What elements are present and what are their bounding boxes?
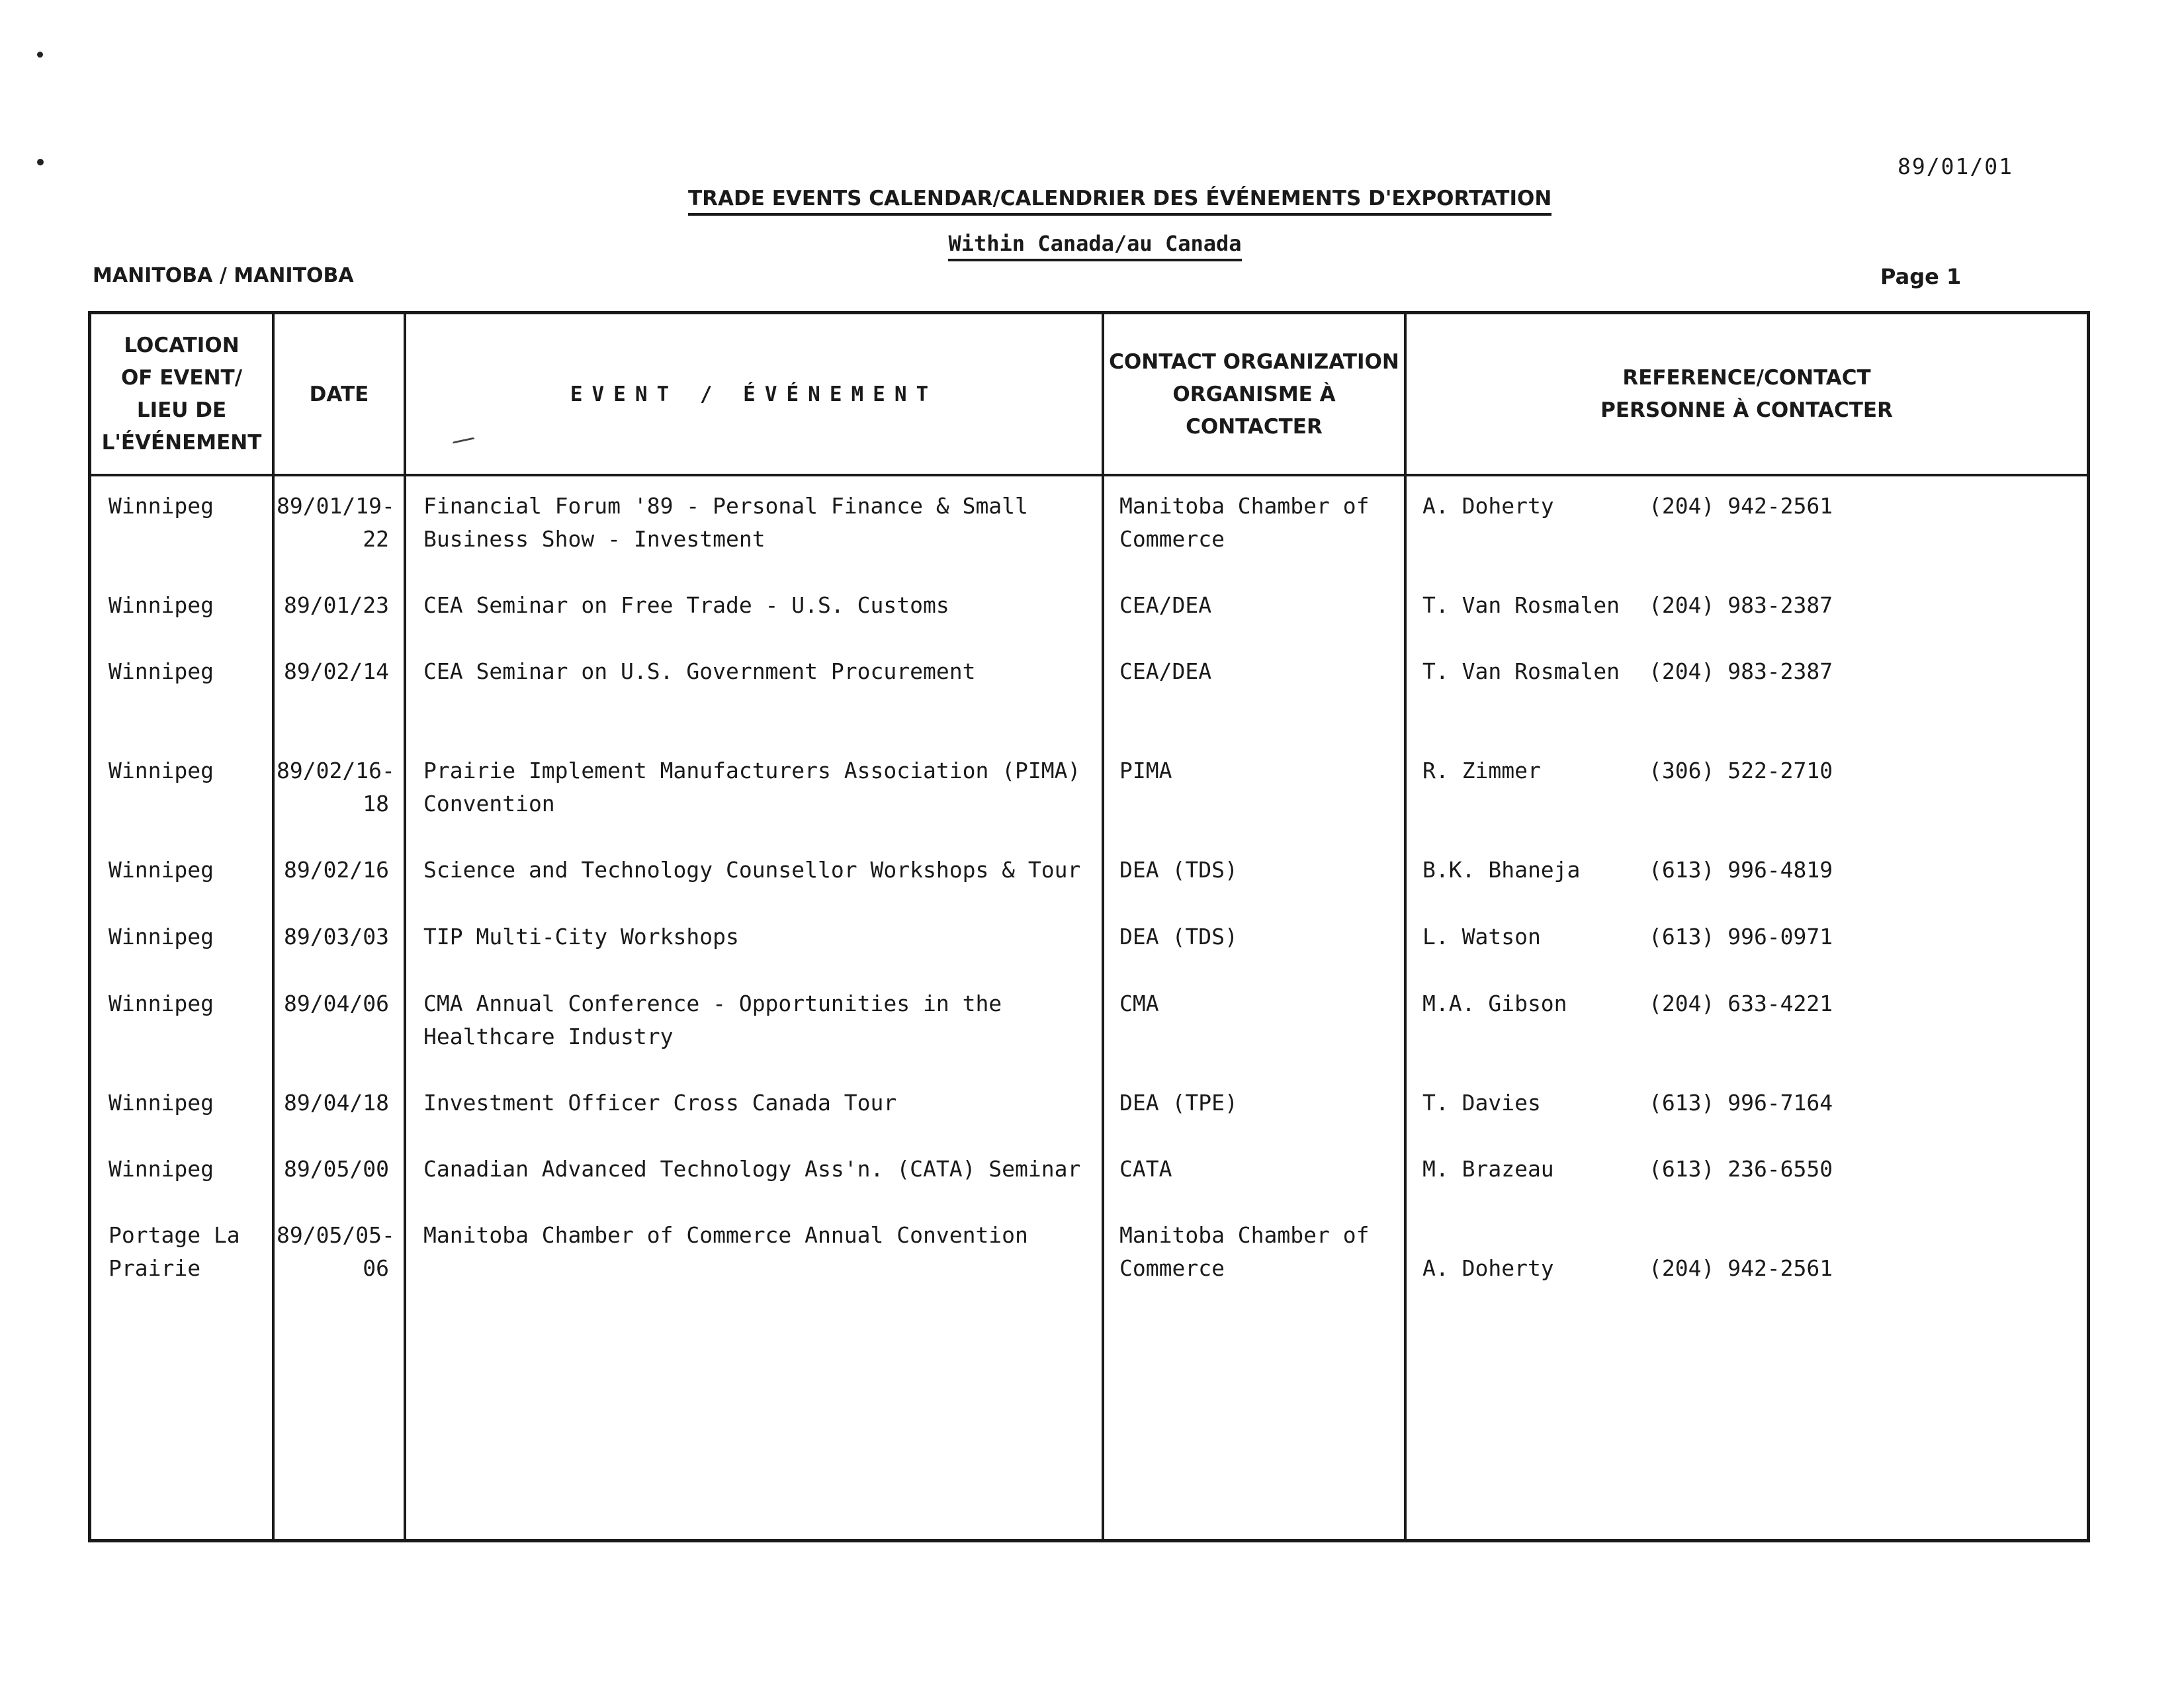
cell-contact-phone: (306) 522-2710 [1649, 758, 1833, 783]
cell-contact-phone: (204) 983-2387 [1649, 592, 1833, 618]
cell-contact-phone: (613) 996-4819 [1649, 857, 1833, 883]
column-divider [1404, 311, 1407, 1542]
cell-organization: CATA [1119, 1156, 1172, 1182]
document-date: 89/01/01 [1898, 154, 2013, 179]
cell-contact-phone: (204) 983-2387 [1649, 658, 1833, 684]
cell-location: Winnipeg [109, 758, 214, 783]
cell-date: 89/01/23 [284, 592, 389, 618]
cell-contact-phone: (613) 996-7164 [1649, 1090, 1833, 1116]
cell-event: Investment Officer Cross Canada Tour [423, 1090, 897, 1116]
cell-date: 89/04/06 [284, 991, 389, 1016]
cell-organization: CEA/DEA [1119, 592, 1212, 618]
column-header-event: EVENT / ÉVÉNEMENT [570, 382, 938, 406]
column-header-organization: CONTACT ORGANIZATION ORGANISME À CONTACTER [1109, 349, 1399, 439]
cell-contact-name: A. Doherty [1422, 1255, 1554, 1281]
column-header-date: DATE [309, 382, 369, 406]
cell-organization: PIMA [1119, 758, 1172, 783]
document-title-text: TRADE EVENTS CALENDAR/CALENDRIER DES ÉVÉNEMENTS D'EXPORTATION [688, 187, 1551, 216]
cell-date: 89/02/14 [284, 658, 389, 684]
cell-date: 89/01/19- 22 [277, 493, 395, 552]
cell-location: Winnipeg [109, 493, 214, 519]
cell-date: 89/02/16 [284, 857, 389, 883]
cell-organization: Manitoba Chamber of Commerce [1119, 1222, 1370, 1281]
cell-event: CEA Seminar on Free Trade - U.S. Customs [423, 592, 949, 618]
cell-event: Financial Forum '89 - Personal Finance & Small Business Show - Investment [423, 493, 1028, 552]
cell-contact-name: R. Zimmer [1422, 758, 1541, 783]
cell-event: Science and Technology Counsellor Workshops & Tour [423, 857, 1081, 883]
column-divider [404, 311, 406, 1542]
cell-contact-phone: (613) 236-6550 [1649, 1156, 1833, 1182]
cell-location: Winnipeg [109, 1156, 214, 1182]
cell-date: 89/04/18 [284, 1090, 389, 1116]
cell-contact-name: M. Brazeau [1422, 1156, 1554, 1182]
document-title [688, 187, 1552, 210]
cell-contact-name: B.K. Bhaneja [1422, 857, 1581, 883]
cell-contact-name: T. Van Rosmalen [1422, 592, 1620, 618]
cell-event: Canadian Advanced Technology Ass'n. (CATA) Seminar [423, 1156, 1081, 1182]
cell-organization: Manitoba Chamber of Commerce [1119, 493, 1370, 552]
region-label: MANITOBA / MANITOBA [93, 264, 354, 287]
scan-speck [37, 159, 44, 165]
cell-location: Winnipeg [109, 1090, 214, 1116]
scan-speck [37, 52, 43, 58]
cell-location: Winnipeg [109, 991, 214, 1016]
cell-date: 89/05/00 [284, 1156, 389, 1182]
cell-location: Winnipeg [109, 924, 214, 950]
cell-contact-name: A. Doherty [1422, 493, 1554, 519]
cell-contact-name: L. Watson [1422, 924, 1541, 950]
cell-event: Manitoba Chamber of Commerce Annual Convention [423, 1222, 1028, 1248]
cell-location: Winnipeg [109, 857, 214, 883]
cell-contact-phone: (613) 996-0971 [1649, 924, 1833, 950]
cell-contact-name: T. Van Rosmalen [1422, 658, 1620, 684]
cell-location: Winnipeg [109, 592, 214, 618]
cell-organization: CEA/DEA [1119, 658, 1212, 684]
cell-organization: DEA (TPE) [1119, 1090, 1238, 1116]
cell-organization: DEA (TDS) [1119, 924, 1238, 950]
document-subtitle-text: Within Canada/au Canada [948, 231, 1241, 261]
cell-date: 89/02/16- 18 [277, 758, 395, 817]
header-divider [88, 474, 2090, 476]
document-subtitle [688, 231, 1502, 256]
cell-contact-phone: (204) 942-2561 [1649, 493, 1833, 519]
cell-contact-phone: (204) 633-4221 [1649, 991, 1833, 1016]
cell-event: CMA Annual Conference - Opportunities in the Healthcare Industry [423, 991, 1002, 1049]
cell-location: Portage La Prairie [109, 1222, 240, 1281]
cell-contact-name: T. Davies [1422, 1090, 1541, 1116]
cell-contact-name: M.A. Gibson [1422, 991, 1567, 1016]
column-header-contact: REFERENCE/CONTACT PERSONNE À CONTACTER [1600, 366, 1893, 422]
column-divider [1102, 311, 1104, 1542]
column-divider [272, 311, 275, 1542]
cell-date: 89/05/05- 06 [277, 1222, 395, 1281]
cell-event: Prairie Implement Manufacturers Association (PIMA) Convention [423, 758, 1081, 817]
cell-contact-phone: (204) 942-2561 [1649, 1255, 1833, 1281]
cell-event: TIP Multi-City Workshops [423, 924, 739, 950]
cell-organization: DEA (TDS) [1119, 857, 1238, 883]
column-header-location: LOCATION OF EVENT/ LIEU DE L'ÉVÉNEMENT [101, 333, 262, 455]
cell-event: CEA Seminar on U.S. Government Procurement [423, 658, 976, 684]
cell-date: 89/03/03 [284, 924, 389, 950]
page-number: Page 1 [1880, 264, 1962, 289]
cell-location: Winnipeg [109, 658, 214, 684]
cell-organization: CMA [1119, 991, 1159, 1016]
